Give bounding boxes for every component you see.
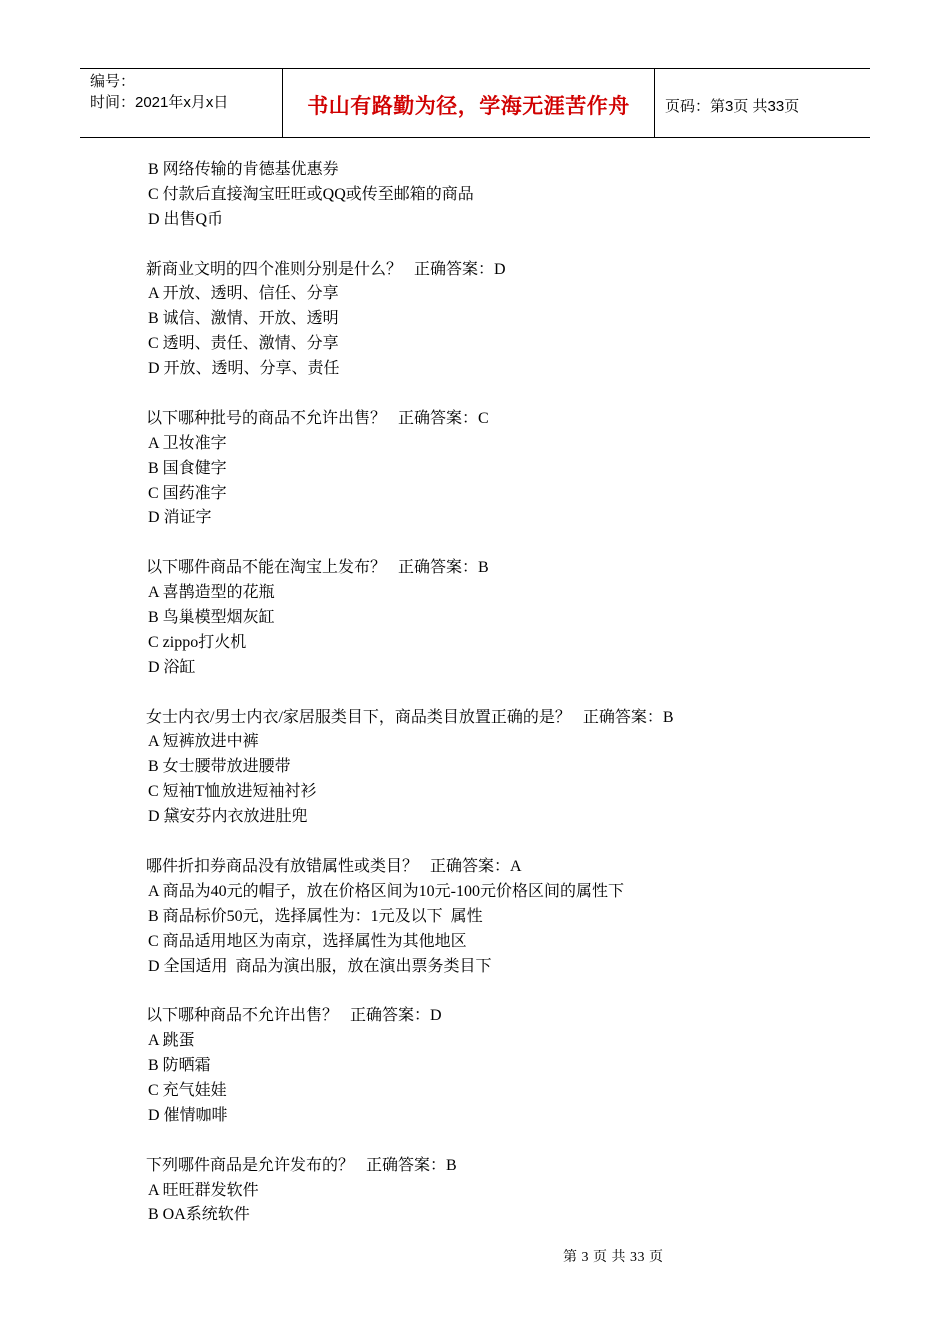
question-text: 新商业文明的四个准则分别是什么？ 正确答案：D: [146, 260, 506, 278]
answer-option: A 喜鹊造型的花瓶: [148, 584, 275, 602]
document-number-label: 编号：: [90, 73, 136, 90]
question-text: 以下哪种批号的商品不允许出售？ 正确答案：C: [146, 409, 489, 427]
answer-option: B 诚信、激情、开放、透明: [148, 310, 339, 328]
answer-option: A 旺旺群发软件: [148, 1181, 259, 1199]
answer-option: B 鸟巢模型烟灰缸: [148, 609, 275, 627]
answer-option: B OA系统软件: [148, 1206, 250, 1224]
answer-option: C 付款后直接淘宝旺旺或QQ或传至邮箱的商品: [148, 185, 474, 203]
header-meta: [80, 69, 282, 137]
blank-line: [146, 382, 796, 407]
question-text: 以下哪件商品不能在淘宝上发布？ 正确答案：B: [146, 559, 489, 577]
header-motto: 书山有路勤为径，学海无涯苦作舟: [282, 69, 655, 137]
answer-option: B 女士腰带放进腰带: [148, 758, 291, 776]
question-text: 以下哪种商品不允许出售？ 正确答案：D: [146, 1007, 442, 1025]
question-text: 下列哪件商品是允许发布的？ 正确答案：B: [146, 1156, 457, 1174]
answer-option: A 商品为40元的帽子，放在价格区间为10元-100元价格区间的属性下: [148, 882, 625, 900]
answer-option: C 充气娃娃: [148, 1081, 227, 1099]
answer-option: D 浴缸: [148, 658, 196, 676]
question-text: 哪件折扣券商品没有放错属性或类目？ 正确答案：A: [146, 857, 522, 875]
answer-option: D 消证字: [148, 509, 212, 527]
answer-option: A 跳蛋: [148, 1032, 195, 1050]
answer-option: C 透明、责任、激情、分享: [148, 335, 339, 353]
document-time-label: 时间：2021年x月x日: [90, 94, 229, 111]
page-header: [80, 68, 870, 138]
header-page-info: 页码：第3页 共33页: [665, 97, 800, 115]
answer-option: D 黛安芬内衣放进肚兜: [148, 808, 308, 826]
answer-option: A 卫妆准字: [148, 434, 227, 452]
answer-option: C 商品适用地区为南京，选择属性为其他地区: [148, 932, 467, 950]
question-text: 女士内衣/男士内衣/家居服类目下，商品类目放置正确的是？ 正确答案：B: [146, 708, 674, 726]
answer-option: A 短裤放进中裤: [148, 733, 259, 751]
footer-page-number: 第 3 页 共 33 页: [563, 1250, 664, 1265]
blank-line: [146, 979, 796, 1004]
answer-option: B 商品标价50元，选择属性为：1元及以下 属性: [148, 907, 483, 925]
answer-option: D 开放、透明、分享、责任: [148, 360, 340, 378]
answer-option: D 出售Q币: [148, 210, 224, 228]
answer-option: C 国药准字: [148, 484, 227, 502]
blank-line: [146, 1129, 796, 1154]
document-body: [146, 158, 796, 1228]
blank-line: [146, 233, 796, 258]
blank-line: [146, 681, 796, 706]
answer-option: B 防晒霜: [148, 1057, 211, 1075]
answer-option: A 开放、透明、信任、分享: [148, 285, 339, 303]
blank-line: [146, 830, 796, 855]
answer-option: D 全国适用 商品为演出服，放在演出票务类目下: [148, 957, 492, 975]
blank-line: [146, 531, 796, 556]
answer-option: B 国食健字: [148, 459, 227, 477]
answer-option: B 网络传输的肯德基优惠券: [148, 161, 339, 178]
page-footer: [0, 1246, 950, 1266]
answer-option: D 催情咖啡: [148, 1106, 228, 1124]
answer-option: C 短袖T恤放进短袖衬衫: [148, 783, 317, 801]
answer-option: C zippo打火机: [148, 633, 247, 651]
